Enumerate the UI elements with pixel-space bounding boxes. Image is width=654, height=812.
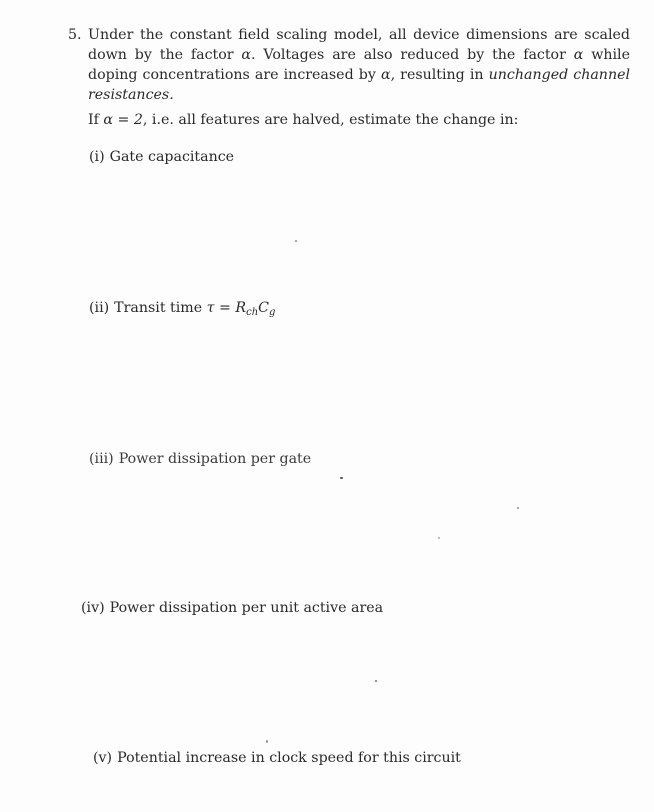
ch-subscript: ch: [246, 307, 259, 318]
part-label: Transit time: [114, 300, 203, 316]
problem-question: If α = 2, i.e. all features are halved, estimate the change in:: [88, 112, 519, 128]
scan-speck: [375, 680, 377, 682]
part-iv: [81, 598, 383, 618]
part-number: (ii): [89, 300, 110, 316]
part-number: (v): [93, 750, 113, 766]
problem-number: 5.: [68, 27, 82, 43]
scan-speck: [266, 740, 268, 743]
emphasis-text: unchanged channel resistances.: [88, 67, 631, 103]
part-label: Power dissipation per gate: [118, 451, 312, 467]
scan-speck: [517, 507, 519, 509]
part-number: (i): [89, 149, 105, 165]
part-iii: [89, 449, 311, 469]
resistance-symbol: R: [235, 300, 247, 316]
problem-5: [68, 25, 630, 130]
part-number: (iii): [89, 451, 114, 467]
tau-symbol: τ =: [206, 300, 231, 316]
part-v: [93, 748, 461, 768]
problem-intro: Under the constant field scaling model, all device dimensions are scaled down by the factor α. Voltages are also reduced by the factor α while doping concentrations are increased by α, resulting in unchanged channel resistances.: [88, 27, 631, 103]
part-ii: [89, 298, 275, 323]
part-label: Gate capacitance: [109, 149, 235, 165]
problem-statement: [88, 25, 630, 130]
part-number: (iv): [81, 600, 105, 616]
scan-speck: [438, 537, 440, 539]
part-label: Power dissipation per unit active area: [109, 600, 384, 616]
capacitance-symbol: C: [258, 300, 269, 316]
scan-speck: [340, 477, 343, 479]
part-i: [89, 147, 234, 167]
scan-speck: [295, 240, 297, 242]
part-label: Potential increase in clock speed for this circuit: [117, 750, 461, 766]
g-subscript: g: [269, 307, 276, 318]
